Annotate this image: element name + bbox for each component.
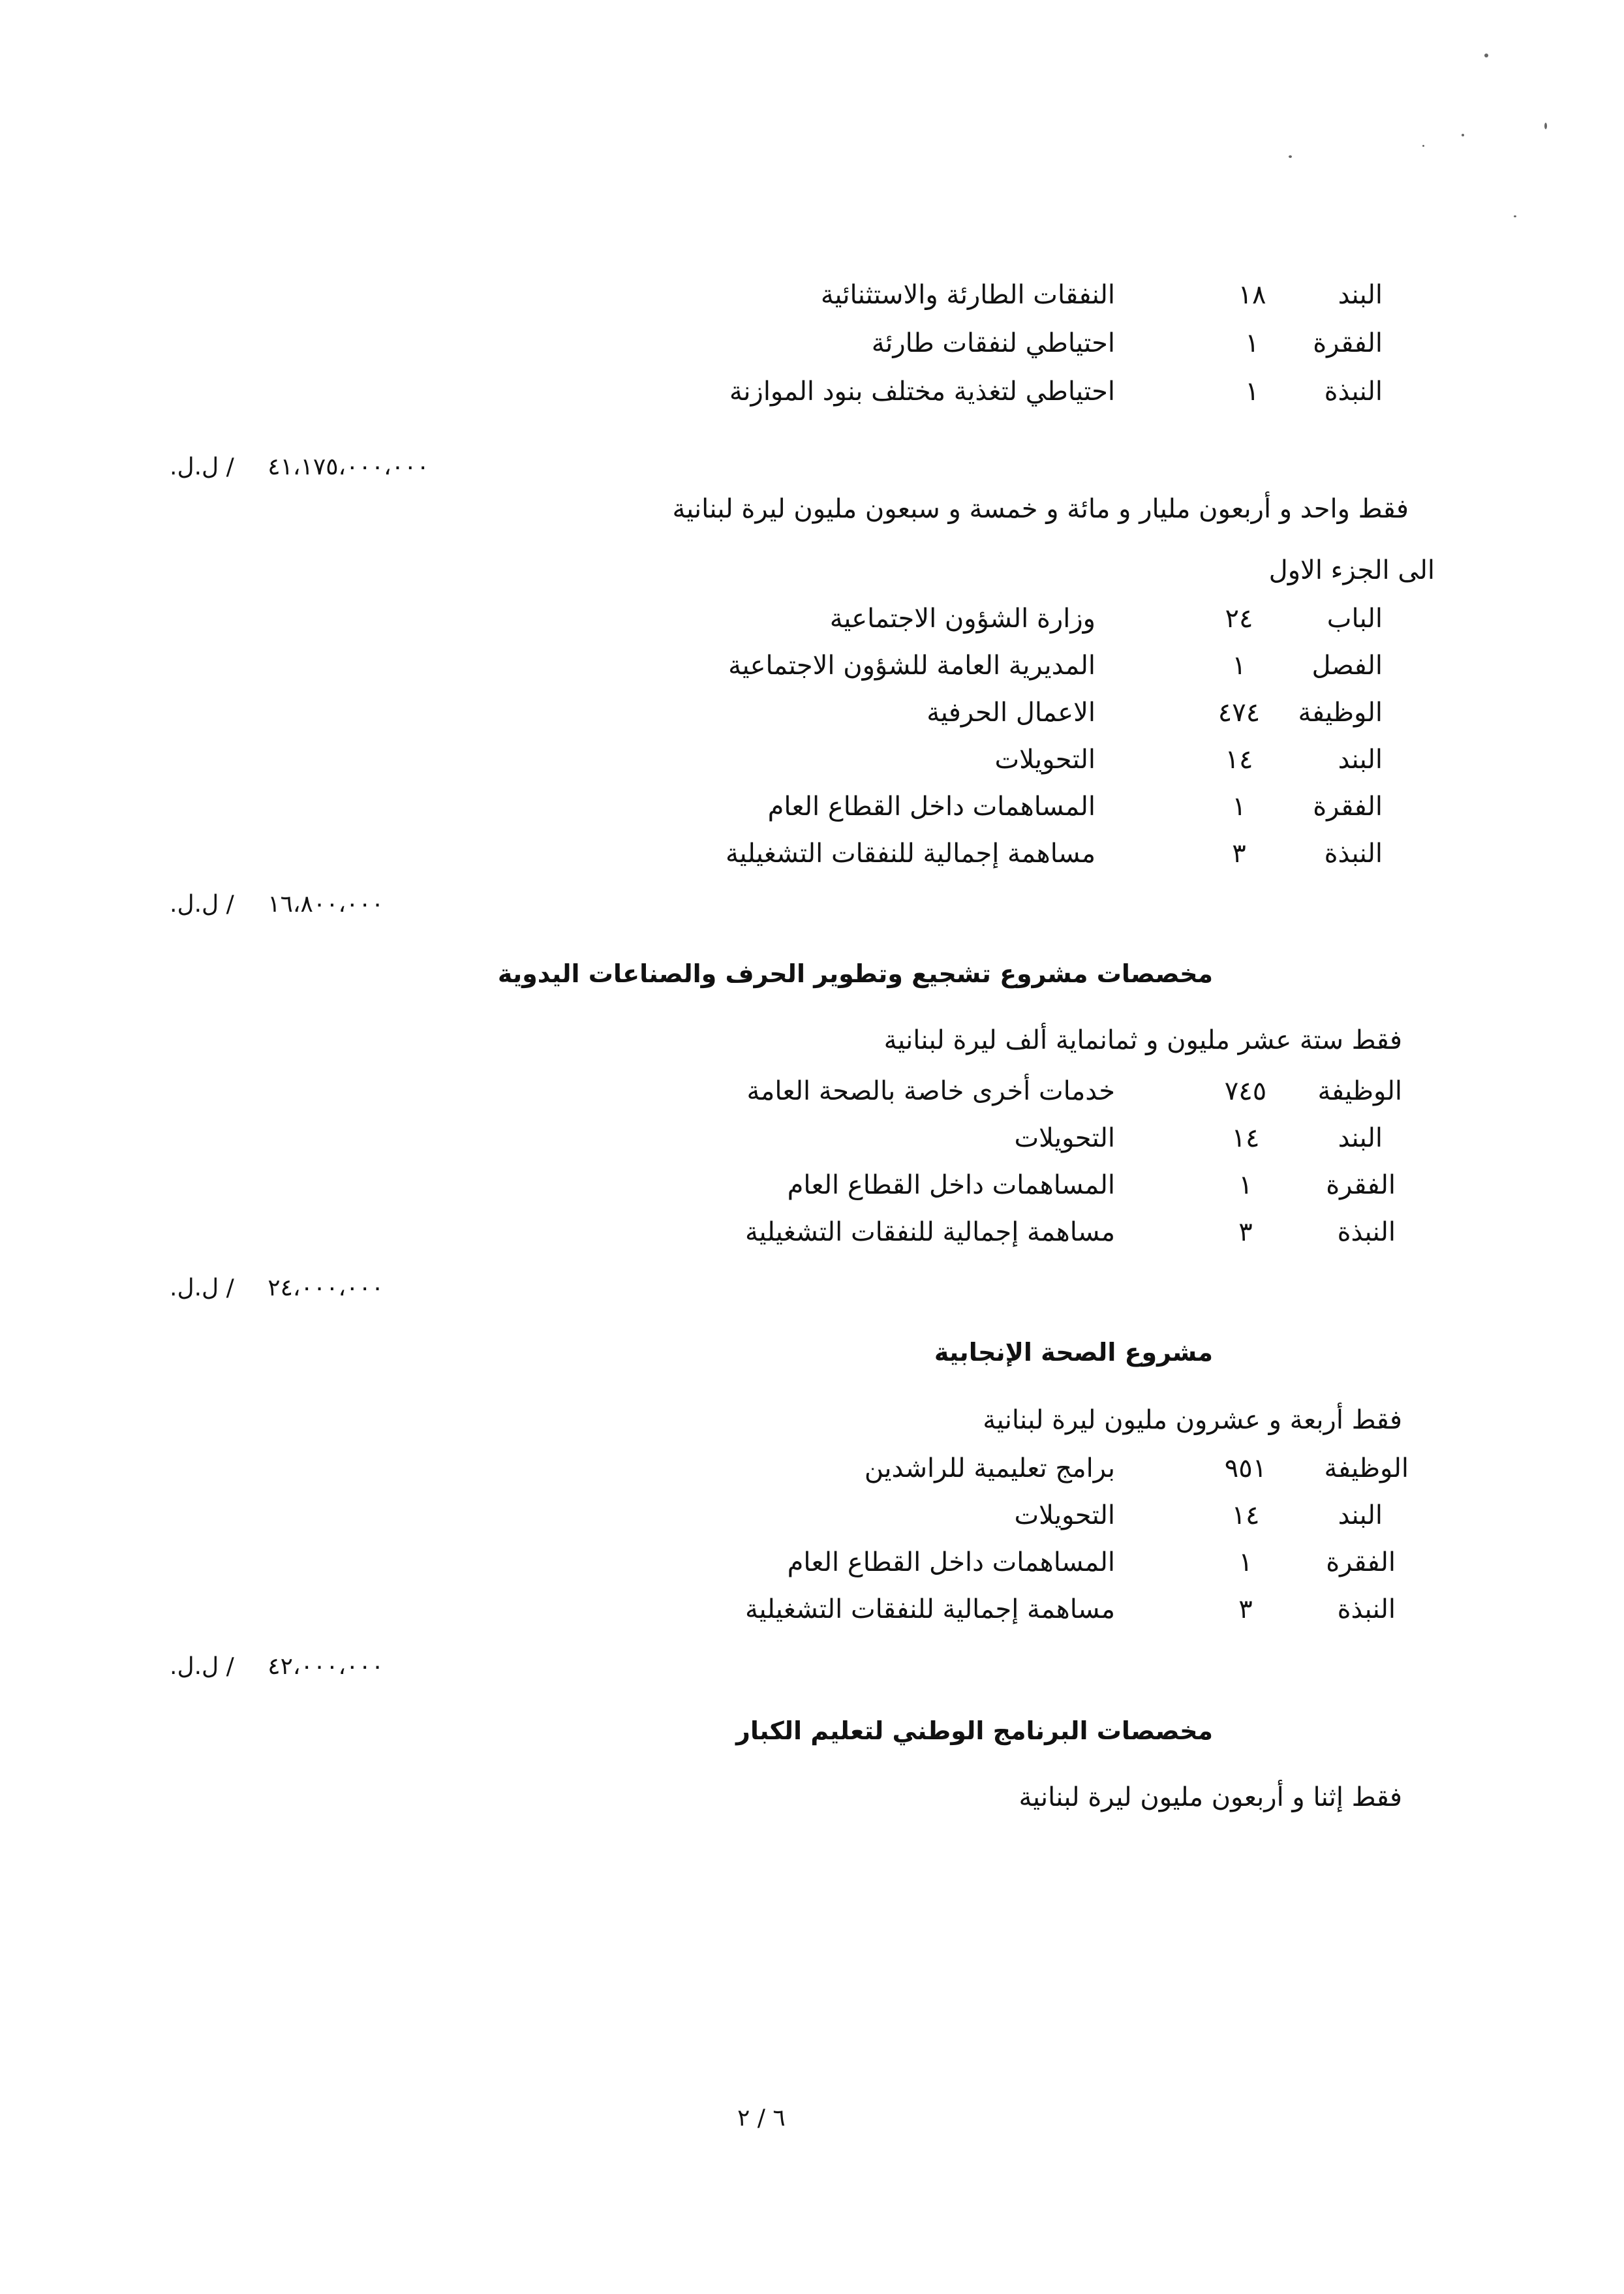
table-row	[547, 1589, 1396, 1630]
table-row	[600, 274, 1383, 316]
section-heading: مخصصات البرنامج الوطني لتعليم الكبار	[735, 1716, 1213, 1745]
scan-speck	[1462, 134, 1464, 136]
amount-in-words: فقط إثنا و أربعون مليون ليرة لبنانية	[1019, 1782, 1402, 1812]
row-description: المساهمات داخل القطاع العام	[787, 1547, 1115, 1577]
amount-line: ل.ل. / ٢٤،٠٠٠،٠٠٠	[170, 1275, 384, 1301]
scan-speck	[1484, 54, 1488, 57]
table-row	[547, 1542, 1396, 1583]
row-description: المساهمات داخل القطاع العام	[787, 1170, 1115, 1200]
row-number: ٧٤٥	[1224, 1076, 1267, 1106]
table-row	[547, 1211, 1396, 1253]
row-number: ٣	[1232, 839, 1246, 869]
table-row	[534, 598, 1383, 640]
row-label: الفصل	[1311, 651, 1383, 681]
amount-in-words: فقط أربعة و عشرون مليون ليرة لبنانية	[983, 1405, 1402, 1435]
row-label: النبذة	[1337, 1594, 1396, 1624]
section-destination: الى الجزء الاول	[1268, 555, 1435, 585]
scan-speck	[1289, 155, 1292, 158]
row-label: الفقرة	[1313, 792, 1383, 822]
row-number: ١٨	[1238, 280, 1266, 310]
row-number: ٢٤	[1225, 604, 1253, 634]
table-row	[534, 739, 1383, 781]
row-number: ١	[1245, 377, 1259, 407]
amount-value: ٤١،١٧٥،٠٠٠،٠٠٠	[268, 454, 429, 480]
row-label: البند	[1338, 1500, 1383, 1530]
row-number: ١٤	[1225, 745, 1253, 775]
currency-label: ل.ل.	[170, 891, 219, 918]
table-row	[547, 1164, 1396, 1206]
row-number: ١	[1232, 651, 1246, 681]
row-number: ١	[1238, 1547, 1253, 1577]
row-label: النبذة	[1324, 377, 1383, 407]
row-label: الفقرة	[1326, 1170, 1396, 1200]
row-number: ٣	[1238, 1594, 1253, 1624]
row-description: مساهمة إجمالية للنفقات التشغيلية	[726, 839, 1095, 869]
table-row	[600, 371, 1383, 412]
table-row	[560, 1448, 1409, 1489]
scan-speck	[1422, 145, 1424, 147]
row-label: النبذة	[1324, 839, 1383, 869]
row-description: مساهمة إجمالية للنفقات التشغيلية	[745, 1217, 1115, 1247]
table-row	[534, 645, 1383, 687]
amount-value: ٢٤،٠٠٠،٠٠٠	[268, 1275, 384, 1301]
section-heading: مخصصات مشروع تشجيع وتطوير الحرف والصناعات اليدوية	[497, 959, 1213, 988]
amount-value: ١٦،٨٠٠،٠٠٠	[268, 891, 384, 918]
row-description: الاعمال الحرفية	[927, 698, 1095, 728]
currency-label: ل.ل.	[170, 1653, 219, 1680]
row-label: الوظيفة	[1298, 698, 1383, 728]
row-description: المديرية العامة للشؤون الاجتماعية	[728, 651, 1095, 681]
row-label: الفقرة	[1313, 328, 1383, 358]
amount-line: ل.ل. / ١٦،٨٠٠،٠٠٠	[170, 891, 384, 918]
page-number: ٦ / ٢	[737, 2105, 786, 2131]
table-row	[554, 1070, 1402, 1112]
amount-line: ل.ل. / ٤١،١٧٥،٠٠٠،٠٠٠	[170, 454, 429, 480]
table-row	[534, 786, 1383, 828]
row-description: مساهمة إجمالية للنفقات التشغيلية	[745, 1594, 1115, 1624]
table-row	[534, 1495, 1383, 1536]
table-row	[600, 322, 1383, 364]
row-label: البند	[1338, 1123, 1383, 1153]
row-description: وزارة الشؤون الاجتماعية	[829, 604, 1095, 634]
row-description: النفقات الطارئة والاستثنائية	[820, 280, 1115, 310]
table-row	[534, 1117, 1383, 1159]
currency-label: ل.ل.	[170, 454, 219, 480]
section-heading: مشروع الصحة الإنجابية	[934, 1338, 1213, 1367]
amount-in-words: فقط واحد و أربعون مليار و مائة و خمسة و سبعون مليون ليرة لبنانية	[672, 494, 1409, 524]
row-label: الوظيفة	[1317, 1076, 1402, 1106]
amount-line: ل.ل. / ٤٢،٠٠٠،٠٠٠	[170, 1653, 384, 1680]
row-number: ٣	[1238, 1217, 1253, 1247]
row-number: ١٤	[1231, 1500, 1260, 1530]
row-description: التحويلات	[1014, 1500, 1115, 1530]
amount-in-words: فقط ستة عشر مليون و ثمانماية ألف ليرة لبنانية	[883, 1025, 1402, 1055]
row-number: ١	[1245, 328, 1259, 358]
row-number: ٤٧٤	[1218, 698, 1261, 728]
row-description: التحويلات	[1014, 1123, 1115, 1153]
row-label: الفقرة	[1326, 1547, 1396, 1577]
scan-speck	[1544, 123, 1547, 129]
row-label: البند	[1338, 280, 1383, 310]
row-number: ٩٥١	[1224, 1453, 1267, 1483]
row-number: ١	[1232, 792, 1246, 822]
row-label: الوظيفة	[1324, 1453, 1409, 1483]
row-number: ١٤	[1231, 1123, 1260, 1153]
row-description: احتياطي لنفقات طارئة	[871, 328, 1115, 358]
row-description: خدمات أخرى خاصة بالصحة العامة	[746, 1076, 1115, 1106]
row-label: النبذة	[1337, 1217, 1396, 1247]
table-row	[534, 833, 1383, 875]
row-description: التحويلات	[994, 745, 1095, 775]
row-description: برامج تعليمية للراشدين	[864, 1453, 1115, 1483]
row-label: البند	[1338, 745, 1383, 775]
currency-label: ل.ل.	[170, 1275, 219, 1301]
scan-speck	[1514, 215, 1516, 217]
row-description: المساهمات داخل القطاع العام	[767, 792, 1095, 822]
row-label: الباب	[1326, 604, 1383, 634]
row-number: ١	[1238, 1170, 1253, 1200]
amount-value: ٤٢،٠٠٠،٠٠٠	[268, 1653, 384, 1680]
table-row	[534, 692, 1383, 734]
row-description: احتياطي لتغذية مختلف بنود الموازنة	[729, 377, 1115, 407]
